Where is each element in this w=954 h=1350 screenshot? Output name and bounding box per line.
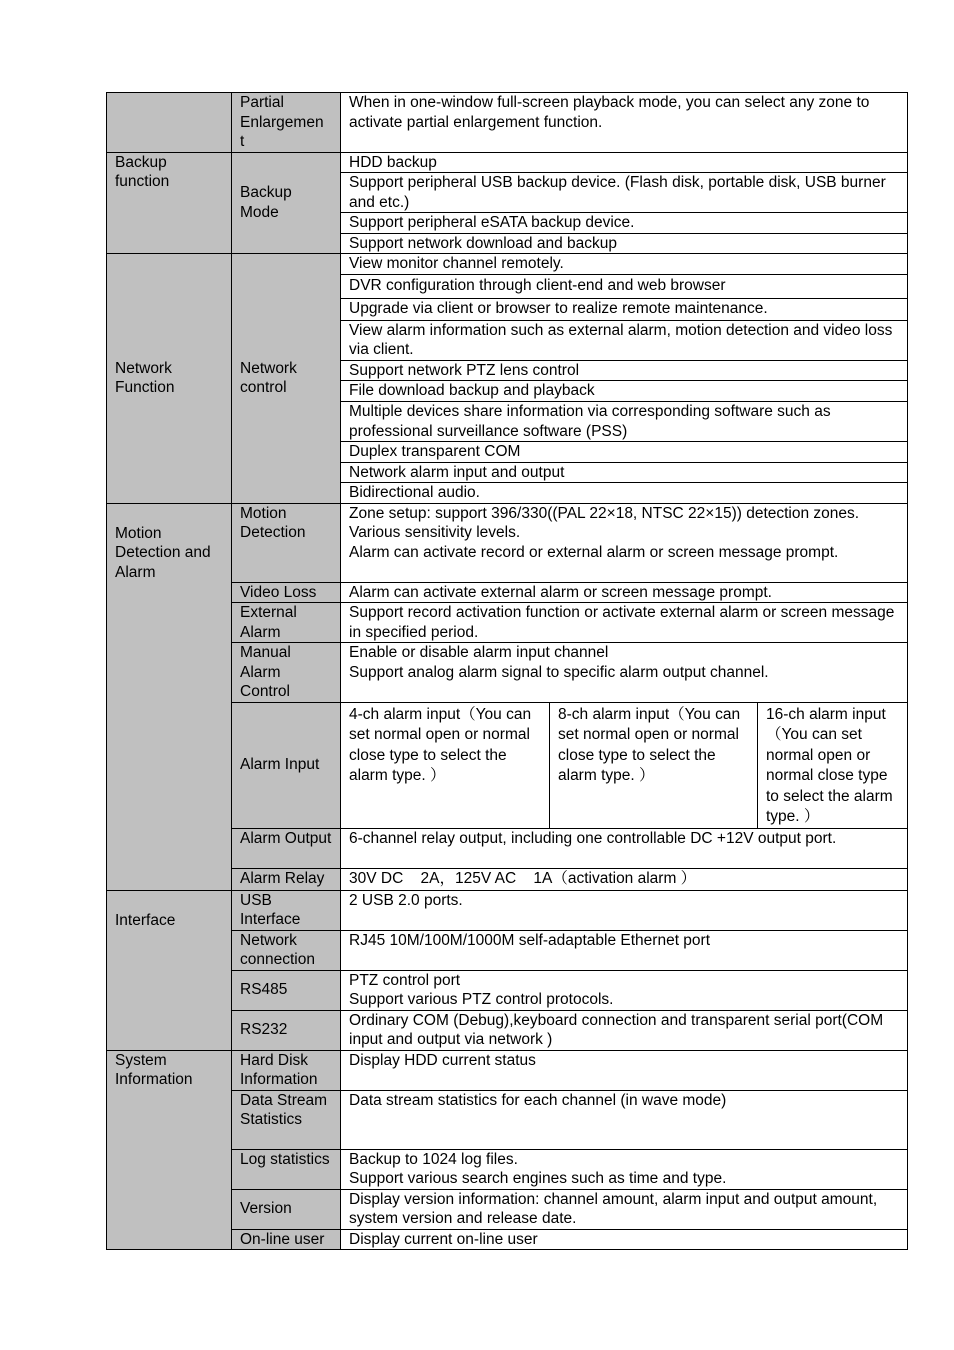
label-network-control: Network control [232,254,341,504]
label-manual-alarm: Manual Alarm Control [232,643,341,703]
desc-network-item: Duplex transparent COM [341,442,908,463]
label-alarm-output: Alarm Output [232,828,341,868]
row-backup-1 [107,152,908,173]
label-motion-detection: Motion Detection [232,503,341,582]
category-backup: Backup function [107,152,232,254]
alarm-input-16ch: 16-ch alarm input（You can set normal open or normal close type to select the alarm type. ） [758,702,908,828]
label-partial-enlargement: Partial Enlargemen t [232,93,341,153]
desc-partial-enlargement: When in one-window full-screen playback mode, you can select any zone to activate partial enlargement function. [341,93,908,153]
label-version: Version [232,1189,341,1229]
desc-network-item: Support network PTZ lens control [341,360,908,381]
alarm-input-8ch: 8-ch alarm input（You can set normal open or normal close type to select the alarm type. ） [550,702,758,828]
desc-external-alarm: Support record activation function or activate external alarm or screen message in specified period. [341,603,908,643]
desc-motion-detection: Zone setup: support 396/330((PAL 22×18, NTSC 22×15)) detection zones. Various sensitivity levels. Alarm can activate record or external alarm or screen message prompt. [341,503,908,582]
desc-network-connection: RJ45 10M/100M/1000M self-adaptable Ethernet port [341,930,908,970]
label-usb: USB Interface [232,890,341,930]
category-system: System Information [107,1050,232,1250]
specification-table [106,92,908,1250]
desc-backup-item: Support peripheral USB backup device. (Flash disk, portable disk, USB burner and etc.) [341,173,908,213]
desc-network-item: DVR configuration through client-end and web browser [341,274,908,298]
desc-backup-item: Support peripheral eSATA backup device. [341,213,908,234]
desc-network-item: View alarm information such as external alarm, motion detection and video loss via client. [341,320,908,360]
row-partial-enlargement [107,93,908,153]
category-network: Network Function [107,254,232,504]
row-usb [107,890,908,930]
desc-network-item: Upgrade via client or browser to realize remote maintenance. [341,298,908,320]
row-hard-disk [107,1050,908,1090]
desc-network-item: Multiple devices share information via corresponding software such as professional surveillance software (PSS) [341,402,908,442]
label-alarm-relay: Alarm Relay [232,868,341,890]
desc-backup-item: HDD backup [341,152,908,173]
desc-video-loss: Alarm can activate external alarm or screen message prompt. [341,582,908,603]
label-hard-disk: Hard Disk Information [232,1050,341,1090]
desc-alarm-relay: 30V DC 2A，125V AC 1A（activation alarm ） [341,868,908,890]
label-rs485: RS485 [232,970,341,1010]
desc-alarm-output: 6-channel relay output, including one controllable DC +12V output port. [341,828,908,868]
desc-network-item: Network alarm input and output [341,462,908,483]
category-empty [107,93,232,153]
label-backup-mode: Backup Mode [232,152,341,254]
desc-manual-alarm: Enable or disable alarm input channel Support analog alarm signal to specific alarm output channel. [341,643,908,703]
category-interface: Interface [107,890,232,1050]
desc-backup-item: Support network download and backup [341,233,908,254]
label-log: Log statistics [232,1149,341,1189]
desc-version: Display version information: channel amount, alarm input and output amount, system version and release date. [341,1189,908,1229]
alarm-input-4ch: 4-ch alarm input（You can set normal open or normal close type to select the alarm type. ） [341,702,550,828]
desc-usb: 2 USB 2.0 ports. [341,890,908,930]
desc-hard-disk: Display HDD current status [341,1050,908,1090]
label-data-stream: Data Stream Statistics [232,1090,341,1149]
label-rs232: RS232 [232,1010,341,1050]
label-online-user: On-line user [232,1229,341,1250]
desc-rs485: PTZ control port Support various PTZ control protocols. [341,970,908,1010]
row-network-1 [107,254,908,275]
desc-rs232: Ordinary COM (Debug),keyboard connection and transparent serial port(COM input and output via network ) [341,1010,908,1050]
desc-network-item: Bidirectional audio. [341,483,908,504]
desc-network-item: File download backup and playback [341,381,908,402]
label-video-loss: Video Loss [232,582,341,603]
desc-network-item: View monitor channel remotely. [341,254,908,275]
desc-data-stream: Data stream statistics for each channel (in wave mode) [341,1090,908,1149]
label-external-alarm: External Alarm [232,603,341,643]
category-motion-alarm: Motion Detection and Alarm [107,503,232,890]
row-motion-detection [107,503,908,582]
label-network-connection: Network connection [232,930,341,970]
label-alarm-input: Alarm Input [232,702,341,828]
desc-log: Backup to 1024 log files. Support various search engines such as time and type. [341,1149,908,1189]
desc-online-user: Display current on-line user [341,1229,908,1250]
